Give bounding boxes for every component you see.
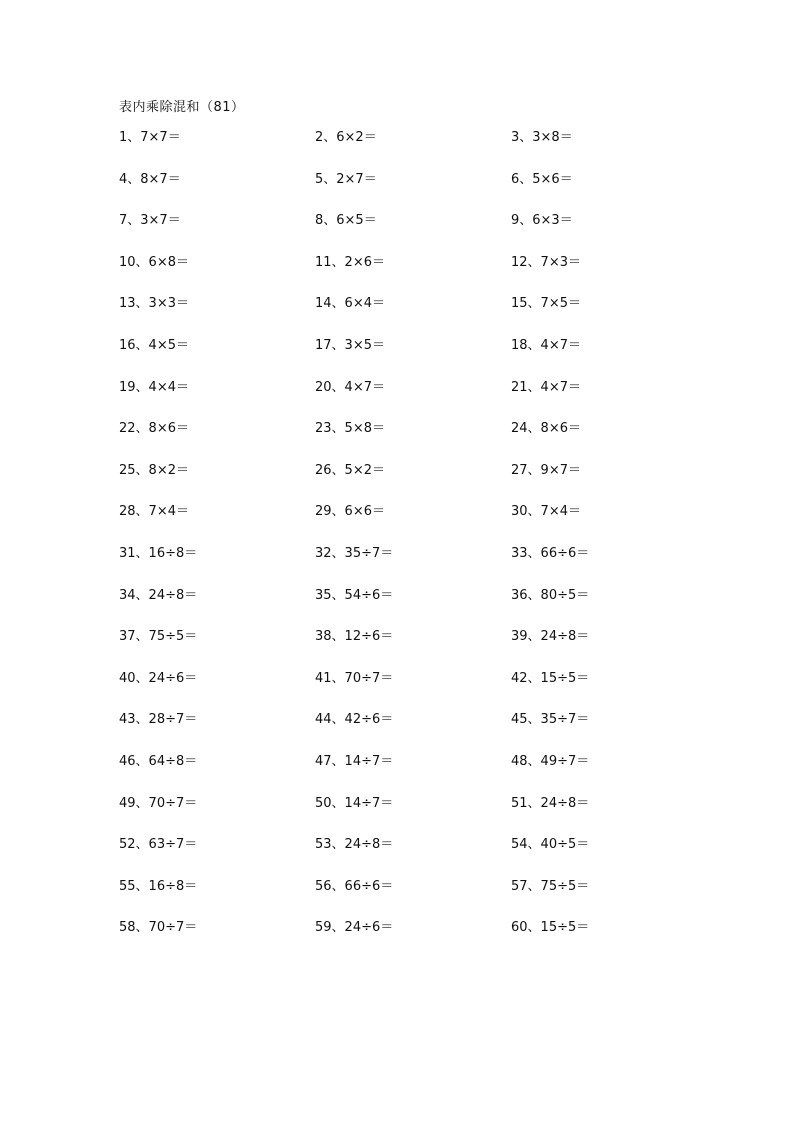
problem-item: 42、15÷5＝ xyxy=(511,670,590,686)
problem-item: 14、6×4＝ xyxy=(315,296,385,312)
problem-item: 6、5×6＝ xyxy=(511,171,573,187)
problem-item: 47、14÷7＝ xyxy=(315,753,394,769)
problem-item: 51、24÷8＝ xyxy=(511,795,590,811)
problem-item: 35、54÷6＝ xyxy=(315,587,394,603)
problem-item: 36、80÷5＝ xyxy=(511,587,590,603)
problem-item: 21、4×7＝ xyxy=(511,379,581,395)
problem-item: 20、4×7＝ xyxy=(315,379,385,395)
problem-item: 5、2×7＝ xyxy=(315,171,377,187)
problem-item: 7、3×7＝ xyxy=(119,213,181,229)
problem-item: 55、16÷8＝ xyxy=(119,878,198,894)
problem-item: 12、7×3＝ xyxy=(511,254,581,270)
problem-item: 48、49÷7＝ xyxy=(511,753,590,769)
problem-item: 23、5×8＝ xyxy=(315,421,385,437)
problem-item: 52、63÷7＝ xyxy=(119,837,198,853)
worksheet-title: 表内乘除混和（81） xyxy=(119,100,245,115)
problem-item: 25、8×2＝ xyxy=(119,462,189,478)
problem-item: 13、3×3＝ xyxy=(119,296,189,312)
problem-item: 28、7×4＝ xyxy=(119,504,189,520)
problem-item: 37、75÷5＝ xyxy=(119,629,198,645)
problem-item: 11、2×6＝ xyxy=(315,254,385,270)
problem-item: 22、8×6＝ xyxy=(119,421,189,437)
problem-item: 18、4×7＝ xyxy=(511,337,581,353)
problem-item: 15、7×5＝ xyxy=(511,296,581,312)
problem-item: 24、8×6＝ xyxy=(511,421,581,437)
problem-item: 38、12÷6＝ xyxy=(315,629,394,645)
problem-item: 45、35÷7＝ xyxy=(511,712,590,728)
problem-item: 56、66÷6＝ xyxy=(315,878,394,894)
problem-item: 26、5×2＝ xyxy=(315,462,385,478)
problem-item: 57、75÷5＝ xyxy=(511,878,590,894)
problem-item: 60、15÷5＝ xyxy=(511,920,590,936)
problem-item: 9、6×3＝ xyxy=(511,213,573,229)
problem-item: 31、16÷8＝ xyxy=(119,545,198,561)
problem-item: 34、24÷8＝ xyxy=(119,587,198,603)
problem-item: 4、8×7＝ xyxy=(119,171,181,187)
problem-item: 17、3×5＝ xyxy=(315,337,385,353)
problem-item: 54、40÷5＝ xyxy=(511,837,590,853)
problem-item: 53、24÷8＝ xyxy=(315,837,394,853)
problem-item: 44、42÷6＝ xyxy=(315,712,394,728)
problem-item: 1、7×7＝ xyxy=(119,130,181,145)
problem-item: 58、70÷7＝ xyxy=(119,920,198,936)
problem-item: 8、6×5＝ xyxy=(315,213,377,229)
problem-item: 10、6×8＝ xyxy=(119,254,189,270)
problem-item: 3、3×8＝ xyxy=(511,130,573,145)
problem-item: 19、4×4＝ xyxy=(119,379,189,395)
problem-item: 2、6×2＝ xyxy=(315,130,377,145)
problem-item: 16、4×5＝ xyxy=(119,337,189,353)
problem-item: 32、35÷7＝ xyxy=(315,545,394,561)
problem-item: 30、7×4＝ xyxy=(511,504,581,520)
problem-item: 50、14÷7＝ xyxy=(315,795,394,811)
problem-item: 39、24÷8＝ xyxy=(511,629,590,645)
problem-item: 29、6×6＝ xyxy=(315,504,385,520)
problem-item: 41、70÷7＝ xyxy=(315,670,394,686)
problem-item: 46、64÷8＝ xyxy=(119,753,198,769)
problem-item: 27、9×7＝ xyxy=(511,462,581,478)
problem-item: 40、24÷6＝ xyxy=(119,670,198,686)
problem-item: 59、24÷6＝ xyxy=(315,920,394,936)
problem-grid xyxy=(119,125,707,957)
problem-item: 43、28÷7＝ xyxy=(119,712,198,728)
problem-item: 49、70÷7＝ xyxy=(119,795,198,811)
problem-item: 33、66÷6＝ xyxy=(511,545,590,561)
